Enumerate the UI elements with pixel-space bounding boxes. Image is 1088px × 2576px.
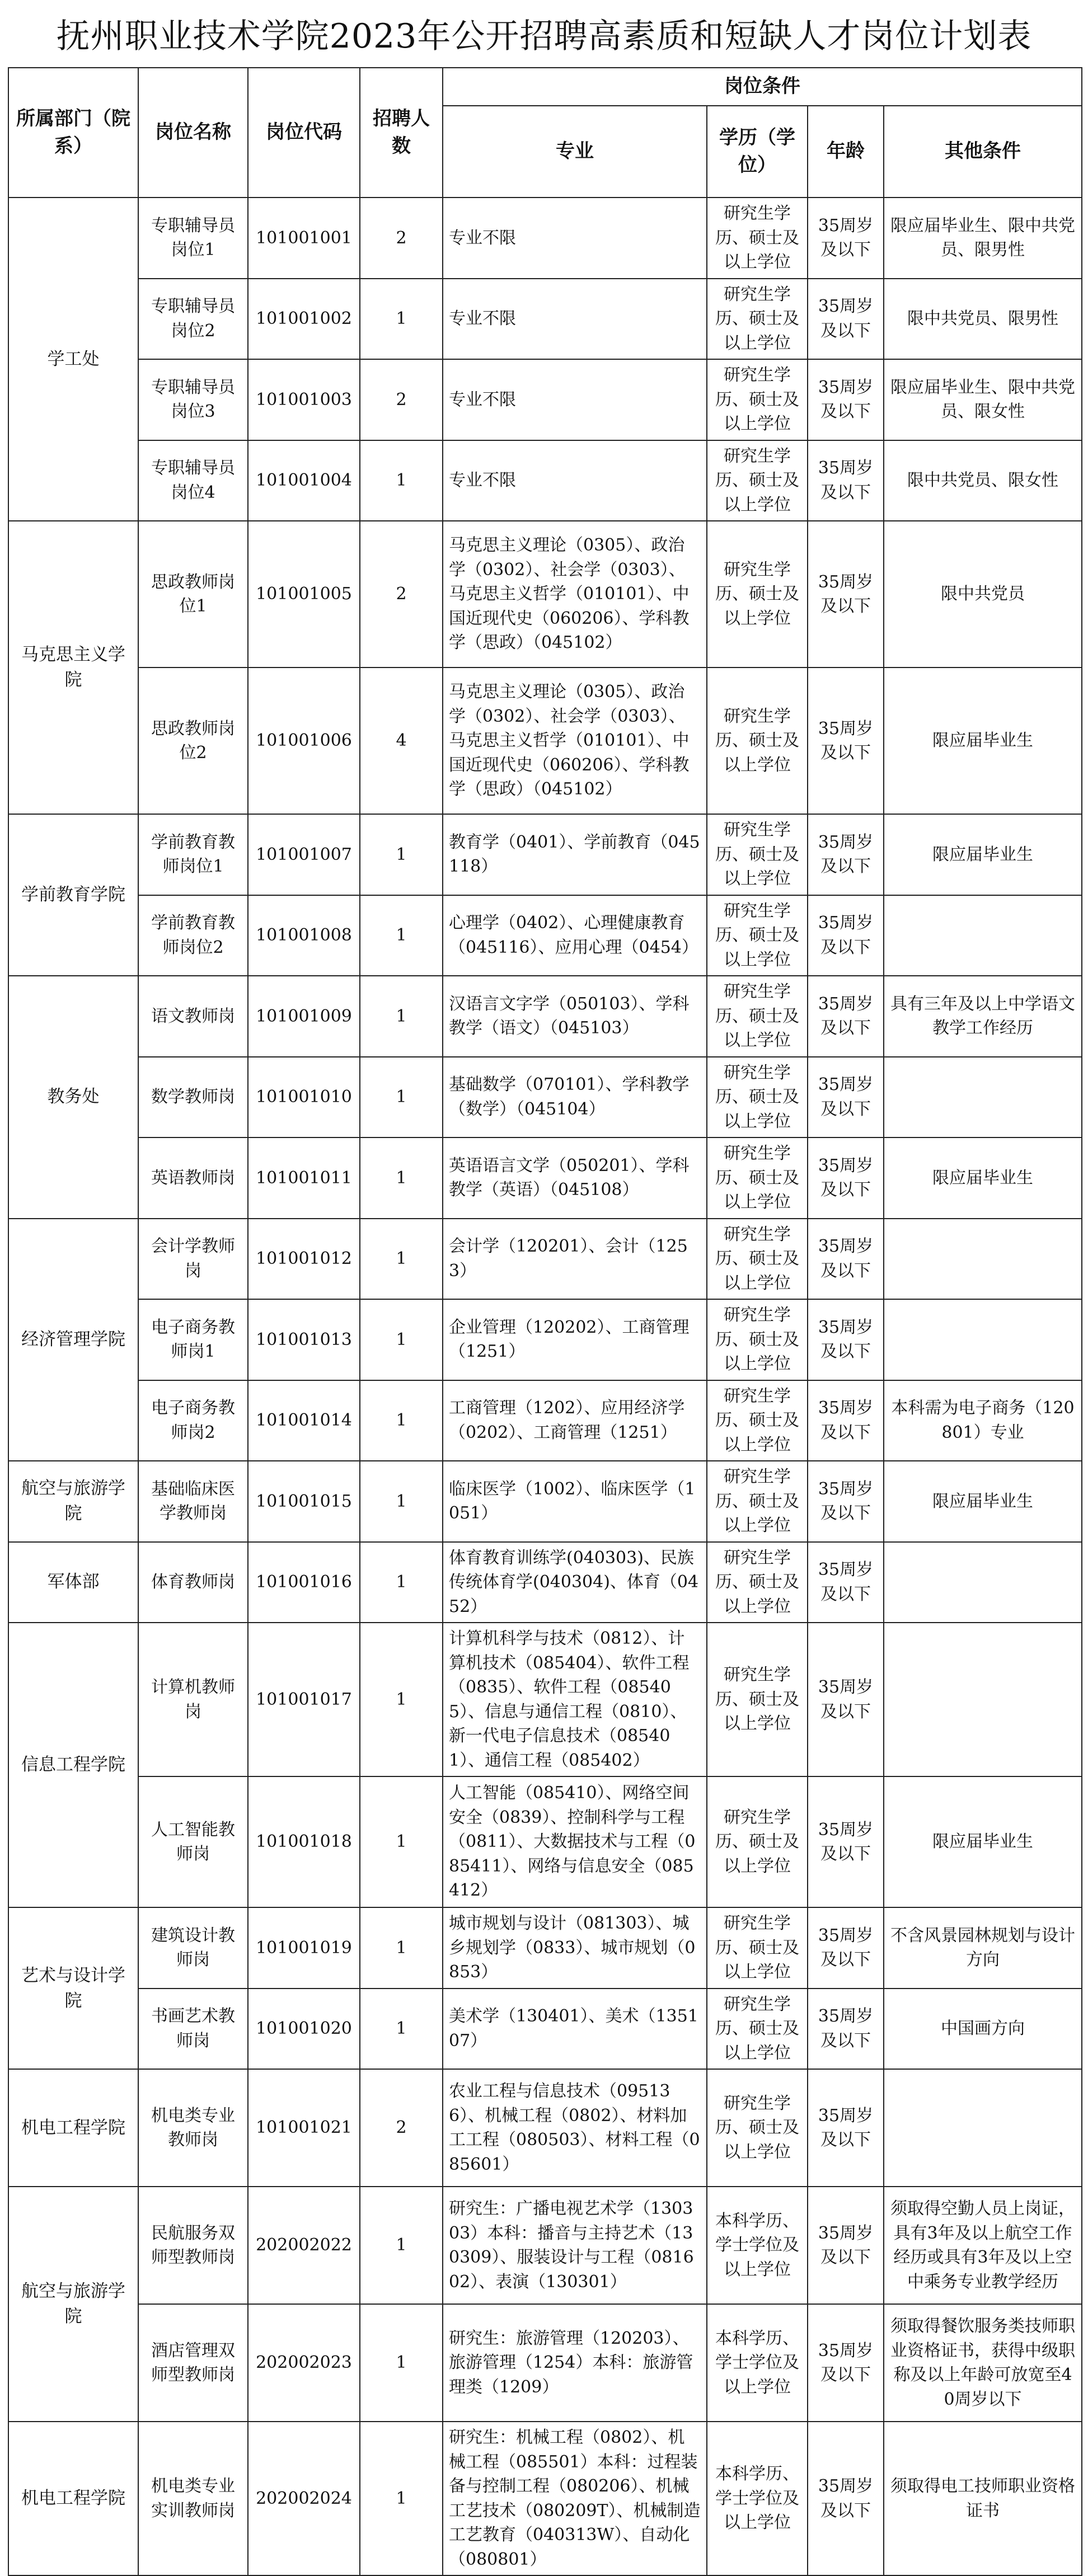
major-cell: 专业不限 bbox=[443, 359, 707, 440]
education-cell: 研究生学历、硕士及以上学位 bbox=[707, 1219, 808, 1300]
count-cell: 1 bbox=[360, 440, 443, 521]
post-name-cell: 计算机教师岗 bbox=[138, 1623, 248, 1776]
other-cell: 限中共党员、限女性 bbox=[884, 440, 1082, 521]
major-cell: 马克思主义理论（0305）、政治学（0302）、社会学（0303）、马克思主义哲学（010101）、中国近现代史（060206）、学科教学（思政）（045102） bbox=[443, 667, 707, 814]
other-cell bbox=[884, 1219, 1082, 1300]
age-cell: 35周岁及以下 bbox=[808, 1057, 884, 1138]
education-cell: 研究生学历、硕士及以上学位 bbox=[707, 1907, 808, 1989]
post-code-cell: 101001013 bbox=[248, 1299, 360, 1380]
age-cell: 35周岁及以下 bbox=[808, 1219, 884, 1300]
table-row bbox=[8, 1907, 1082, 1989]
post-code-cell: 101001017 bbox=[248, 1623, 360, 1776]
other-cell bbox=[884, 1057, 1082, 1138]
education-cell: 研究生学历、硕士及以上学位 bbox=[707, 1623, 808, 1776]
other-cell: 限应届毕业生 bbox=[884, 667, 1082, 814]
age-cell: 35周岁及以下 bbox=[808, 2187, 884, 2304]
post-code-cell: 101001002 bbox=[248, 279, 360, 360]
major-cell: 农业工程与信息技术（095136）、机械工程（0802）、材料加工工程（080503）、材料工程（085601） bbox=[443, 2069, 707, 2187]
count-cell: 1 bbox=[360, 1542, 443, 1623]
age-cell: 35周岁及以下 bbox=[808, 895, 884, 976]
age-cell: 35周岁及以下 bbox=[808, 2069, 884, 2187]
count-cell: 4 bbox=[360, 667, 443, 814]
post-name-cell: 会计学教师岗 bbox=[138, 1219, 248, 1300]
age-cell: 35周岁及以下 bbox=[808, 359, 884, 440]
table-row bbox=[8, 1776, 1082, 1907]
post-name-cell: 基础临床医学教师岗 bbox=[138, 1461, 248, 1542]
post-code-cell: 101001003 bbox=[248, 359, 360, 440]
table-row bbox=[8, 1057, 1082, 1138]
age-cell: 35周岁及以下 bbox=[808, 1907, 884, 1989]
post-code-cell: 101001008 bbox=[248, 895, 360, 976]
count-cell: 1 bbox=[360, 1623, 443, 1776]
header-count: 招聘人数 bbox=[360, 68, 443, 198]
count-cell: 1 bbox=[360, 2422, 443, 2575]
post-code-cell: 101001016 bbox=[248, 1542, 360, 1623]
other-cell: 须取得电工技师职业资格证书 bbox=[884, 2422, 1082, 2575]
major-cell: 城市规划与设计（081303）、城乡规划学（0833）、城市规划（0853） bbox=[443, 1907, 707, 1989]
other-cell bbox=[884, 2069, 1082, 2187]
recruitment-table bbox=[8, 67, 1082, 2576]
major-cell: 专业不限 bbox=[443, 279, 707, 360]
age-cell: 35周岁及以下 bbox=[808, 440, 884, 521]
count-cell: 1 bbox=[360, 279, 443, 360]
major-cell: 体育教育训练学(040303)、民族传统体育学(040304)、体育（0452） bbox=[443, 1542, 707, 1623]
post-name-cell: 体育教师岗 bbox=[138, 1542, 248, 1623]
education-cell: 研究生学历、硕士及以上学位 bbox=[707, 1542, 808, 1623]
count-cell: 1 bbox=[360, 1057, 443, 1138]
post-code-cell: 101001005 bbox=[248, 521, 360, 667]
count-cell: 1 bbox=[360, 2187, 443, 2304]
post-code-cell: 101001010 bbox=[248, 1057, 360, 1138]
post-code-cell: 101001021 bbox=[248, 2069, 360, 2187]
count-cell: 1 bbox=[360, 814, 443, 895]
post-code-cell: 101001001 bbox=[248, 198, 360, 279]
table-row bbox=[8, 198, 1082, 279]
education-cell: 本科学历、学士学位及以上学位 bbox=[707, 2304, 808, 2422]
post-code-cell: 101001009 bbox=[248, 976, 360, 1057]
post-name-cell: 英语教师岗 bbox=[138, 1137, 248, 1219]
other-cell: 不含风景园林规划与设计方向 bbox=[884, 1907, 1082, 1989]
major-cell: 心理学（0402）、心理健康教育（045116）、应用心理（0454） bbox=[443, 895, 707, 976]
table-row bbox=[8, 895, 1082, 976]
major-cell: 教育学（0401）、学前教育（045118） bbox=[443, 814, 707, 895]
education-cell: 研究生学历、硕士及以上学位 bbox=[707, 1299, 808, 1380]
other-cell: 须取得餐饮服务类技师职业资格证书，获得中级职称及以上年龄可放宽至40周岁以下 bbox=[884, 2304, 1082, 2422]
dept-cell: 马克思主义学院 bbox=[8, 521, 138, 814]
major-cell: 研究生：机械工程（0802）、机械工程（085501）本科：过程装备与控制工程（080206）、机械工艺技术（080209T）、机械制造工艺教育（040313W）、自动化（080801） bbox=[443, 2422, 707, 2575]
post-name-cell: 建筑设计教师岗 bbox=[138, 1907, 248, 1989]
other-cell: 限应届毕业生、限中共党员、限男性 bbox=[884, 198, 1082, 279]
table-row bbox=[8, 2422, 1082, 2575]
count-cell: 2 bbox=[360, 359, 443, 440]
education-cell: 研究生学历、硕士及以上学位 bbox=[707, 814, 808, 895]
education-cell: 研究生学历、硕士及以上学位 bbox=[707, 1461, 808, 1542]
dept-cell: 经济管理学院 bbox=[8, 1219, 138, 1461]
table-row bbox=[8, 440, 1082, 521]
major-cell: 临床医学（1002）、临床医学（1051） bbox=[443, 1461, 707, 1542]
major-cell: 马克思主义理论（0305）、政治学（0302）、社会学（0303）、马克思主义哲学（010101）、中国近现代史（060206）、学科教学（思政）（045102） bbox=[443, 521, 707, 667]
other-cell: 限应届毕业生、限中共党员、限女性 bbox=[884, 359, 1082, 440]
education-cell: 研究生学历、硕士及以上学位 bbox=[707, 279, 808, 360]
dept-cell: 信息工程学院 bbox=[8, 1623, 138, 1907]
post-code-cell: 202002023 bbox=[248, 2304, 360, 2422]
major-cell: 专业不限 bbox=[443, 198, 707, 279]
major-cell: 基础数学（070101）、学科教学（数学）（045104） bbox=[443, 1057, 707, 1138]
education-cell: 本科学历、学士学位及以上学位 bbox=[707, 2422, 808, 2575]
other-cell: 本科需为电子商务（120801）专业 bbox=[884, 1380, 1082, 1461]
age-cell: 35周岁及以下 bbox=[808, 279, 884, 360]
post-name-cell: 民航服务双师型教师岗 bbox=[138, 2187, 248, 2304]
education-cell: 研究生学历、硕士及以上学位 bbox=[707, 1380, 808, 1461]
other-cell bbox=[884, 1299, 1082, 1380]
major-cell: 研究生：广播电视艺术学（130303）本科：播音与主持艺术（130309）、服装设计与工程（081602）、表演（130301） bbox=[443, 2187, 707, 2304]
post-code-cell: 101001018 bbox=[248, 1776, 360, 1907]
table-row bbox=[8, 1542, 1082, 1623]
education-cell: 研究生学历、硕士及以上学位 bbox=[707, 440, 808, 521]
major-cell: 英语语言文学（050201）、学科教学（英语）（045108） bbox=[443, 1137, 707, 1219]
education-cell: 本科学历、学士学位及以上学位 bbox=[707, 2187, 808, 2304]
count-cell: 1 bbox=[360, 1219, 443, 1300]
table-row bbox=[8, 2069, 1082, 2187]
age-cell: 35周岁及以下 bbox=[808, 198, 884, 279]
education-cell: 研究生学历、硕士及以上学位 bbox=[707, 895, 808, 976]
count-cell: 1 bbox=[360, 1137, 443, 1219]
post-name-cell: 酒店管理双师型教师岗 bbox=[138, 2304, 248, 2422]
other-cell bbox=[884, 1623, 1082, 1776]
other-cell: 限中共党员、限男性 bbox=[884, 279, 1082, 360]
other-cell: 限应届毕业生 bbox=[884, 1137, 1082, 1219]
count-cell: 1 bbox=[360, 1907, 443, 1989]
table-row bbox=[8, 1380, 1082, 1461]
count-cell: 1 bbox=[360, 1461, 443, 1542]
age-cell: 35周岁及以下 bbox=[808, 521, 884, 667]
dept-cell: 军体部 bbox=[8, 1542, 138, 1623]
major-cell: 企业管理（120202）、工商管理（1251） bbox=[443, 1299, 707, 1380]
count-cell: 1 bbox=[360, 1299, 443, 1380]
post-code-cell: 101001007 bbox=[248, 814, 360, 895]
post-name-cell: 语文教师岗 bbox=[138, 976, 248, 1057]
age-cell: 35周岁及以下 bbox=[808, 1299, 884, 1380]
count-cell: 1 bbox=[360, 2304, 443, 2422]
age-cell: 35周岁及以下 bbox=[808, 667, 884, 814]
age-cell: 35周岁及以下 bbox=[808, 1623, 884, 1776]
count-cell: 1 bbox=[360, 1380, 443, 1461]
dept-cell: 航空与旅游学院 bbox=[8, 1461, 138, 1542]
other-cell: 限应届毕业生 bbox=[884, 1776, 1082, 1907]
age-cell: 35周岁及以下 bbox=[808, 1137, 884, 1219]
table-row bbox=[8, 1219, 1082, 1300]
education-cell: 研究生学历、硕士及以上学位 bbox=[707, 667, 808, 814]
post-name-cell: 思政教师岗位2 bbox=[138, 667, 248, 814]
post-name-cell: 专职辅导员岗位1 bbox=[138, 198, 248, 279]
table-row bbox=[8, 667, 1082, 814]
post-name-cell: 专职辅导员岗位2 bbox=[138, 279, 248, 360]
dept-cell: 艺术与设计学院 bbox=[8, 1907, 138, 2069]
header-post-name: 岗位名称 bbox=[138, 68, 248, 198]
education-cell: 研究生学历、硕士及以上学位 bbox=[707, 359, 808, 440]
table-row bbox=[8, 1137, 1082, 1219]
dept-cell: 航空与旅游学院 bbox=[8, 2187, 138, 2422]
dept-cell: 教务处 bbox=[8, 976, 138, 1219]
post-code-cell: 202002024 bbox=[248, 2422, 360, 2575]
header-dept: 所属部门（院系） bbox=[8, 68, 138, 198]
post-code-cell: 101001014 bbox=[248, 1380, 360, 1461]
dept-cell: 学前教育学院 bbox=[8, 814, 138, 976]
table-row bbox=[8, 1299, 1082, 1380]
post-name-cell: 人工智能教师岗 bbox=[138, 1776, 248, 1907]
table-row bbox=[8, 1989, 1082, 2070]
post-code-cell: 101001020 bbox=[248, 1989, 360, 2070]
age-cell: 35周岁及以下 bbox=[808, 1776, 884, 1907]
age-cell: 35周岁及以下 bbox=[808, 2304, 884, 2422]
post-name-cell: 机电类专业教师岗 bbox=[138, 2069, 248, 2187]
post-code-cell: 101001006 bbox=[248, 667, 360, 814]
education-cell: 研究生学历、硕士及以上学位 bbox=[707, 2069, 808, 2187]
post-code-cell: 101001011 bbox=[248, 1137, 360, 1219]
other-cell: 须取得空勤人员上岗证，具有3年及以上航空工作经历或具有3年及以上空中乘务专业教学经历 bbox=[884, 2187, 1082, 2304]
table-row bbox=[8, 976, 1082, 1057]
other-cell: 具有三年及以上中学语文教学工作经历 bbox=[884, 976, 1082, 1057]
major-cell: 研究生：旅游管理（120203）、旅游管理（1254）本科：旅游管理类（1209） bbox=[443, 2304, 707, 2422]
post-code-cell: 202002022 bbox=[248, 2187, 360, 2304]
post-name-cell: 专职辅导员岗位3 bbox=[138, 359, 248, 440]
table-row bbox=[8, 359, 1082, 440]
post-name-cell: 专职辅导员岗位4 bbox=[138, 440, 248, 521]
education-cell: 研究生学历、硕士及以上学位 bbox=[707, 521, 808, 667]
post-code-cell: 101001019 bbox=[248, 1907, 360, 1989]
table-row bbox=[8, 814, 1082, 895]
education-cell: 研究生学历、硕士及以上学位 bbox=[707, 1776, 808, 1907]
count-cell: 2 bbox=[360, 521, 443, 667]
post-name-cell: 机电类专业实训教师岗 bbox=[138, 2422, 248, 2575]
other-cell: 限中共党员 bbox=[884, 521, 1082, 667]
table-row bbox=[8, 521, 1082, 667]
count-cell: 2 bbox=[360, 2069, 443, 2187]
other-cell: 中国画方向 bbox=[884, 1989, 1082, 2070]
post-name-cell: 数学教师岗 bbox=[138, 1057, 248, 1138]
post-code-cell: 101001012 bbox=[248, 1219, 360, 1300]
table-row bbox=[8, 1623, 1082, 1776]
age-cell: 35周岁及以下 bbox=[808, 814, 884, 895]
count-cell: 1 bbox=[360, 1776, 443, 1907]
header-conditions: 岗位条件 bbox=[443, 68, 1082, 106]
count-cell: 2 bbox=[360, 198, 443, 279]
education-cell: 研究生学历、硕士及以上学位 bbox=[707, 1137, 808, 1219]
post-name-cell: 书画艺术教师岗 bbox=[138, 1989, 248, 2070]
header-post-code: 岗位代码 bbox=[248, 68, 360, 198]
major-cell: 会计学（120201）、会计（1253） bbox=[443, 1219, 707, 1300]
other-cell bbox=[884, 1542, 1082, 1623]
dept-cell: 学工处 bbox=[8, 198, 138, 521]
dept-cell: 机电工程学院 bbox=[8, 2069, 138, 2187]
table-row bbox=[8, 2187, 1082, 2304]
major-cell: 工商管理（1202）、应用经济学（0202）、工商管理（1251） bbox=[443, 1380, 707, 1461]
post-name-cell: 电子商务教师岗2 bbox=[138, 1380, 248, 1461]
education-cell: 研究生学历、硕士及以上学位 bbox=[707, 1057, 808, 1138]
table-row bbox=[8, 1461, 1082, 1542]
count-cell: 1 bbox=[360, 895, 443, 976]
post-name-cell: 电子商务教师岗1 bbox=[138, 1299, 248, 1380]
major-cell: 人工智能（085410）、网络空间安全（0839）、控制科学与工程（0811）、大数据技术与工程（085411）、网络与信息安全（085412） bbox=[443, 1776, 707, 1907]
table-row bbox=[8, 279, 1082, 360]
age-cell: 35周岁及以下 bbox=[808, 1989, 884, 2070]
major-cell: 美术学（130401）、美术（135107） bbox=[443, 1989, 707, 2070]
post-name-cell: 思政教师岗位1 bbox=[138, 521, 248, 667]
major-cell: 计算机科学与技术（0812）、计算机技术（085404）、软件工程（0835）、软件工程（085405）、信息与通信工程（0810）、新一代电子信息技术（085401）、通信工程（085402） bbox=[443, 1623, 707, 1776]
major-cell: 专业不限 bbox=[443, 440, 707, 521]
other-cell: 限应届毕业生 bbox=[884, 814, 1082, 895]
count-cell: 1 bbox=[360, 1989, 443, 2070]
header-age: 年龄 bbox=[808, 106, 884, 198]
other-cell bbox=[884, 895, 1082, 976]
table-row bbox=[8, 2304, 1082, 2422]
age-cell: 35周岁及以下 bbox=[808, 1461, 884, 1542]
age-cell: 35周岁及以下 bbox=[808, 1542, 884, 1623]
age-cell: 35周岁及以下 bbox=[808, 2422, 884, 2575]
age-cell: 35周岁及以下 bbox=[808, 1380, 884, 1461]
count-cell: 1 bbox=[360, 976, 443, 1057]
post-code-cell: 101001004 bbox=[248, 440, 360, 521]
post-name-cell: 学前教育教师岗位1 bbox=[138, 814, 248, 895]
header-education: 学历（学位） bbox=[707, 106, 808, 198]
education-cell: 研究生学历、硕士及以上学位 bbox=[707, 976, 808, 1057]
dept-cell: 机电工程学院 bbox=[8, 2422, 138, 2575]
post-name-cell: 学前教育教师岗位2 bbox=[138, 895, 248, 976]
other-cell: 限应届毕业生 bbox=[884, 1461, 1082, 1542]
education-cell: 研究生学历、硕士及以上学位 bbox=[707, 1989, 808, 2070]
post-code-cell: 101001015 bbox=[248, 1461, 360, 1542]
header-other: 其他条件 bbox=[884, 106, 1082, 198]
major-cell: 汉语言文字学（050103）、学科教学（语文）（045103） bbox=[443, 976, 707, 1057]
page-title: 抚州职业技术学院2023年公开招聘高素质和短缺人才岗位计划表 bbox=[56, 17, 1032, 56]
education-cell: 研究生学历、硕士及以上学位 bbox=[707, 198, 808, 279]
header-major: 专业 bbox=[443, 106, 707, 198]
age-cell: 35周岁及以下 bbox=[808, 976, 884, 1057]
